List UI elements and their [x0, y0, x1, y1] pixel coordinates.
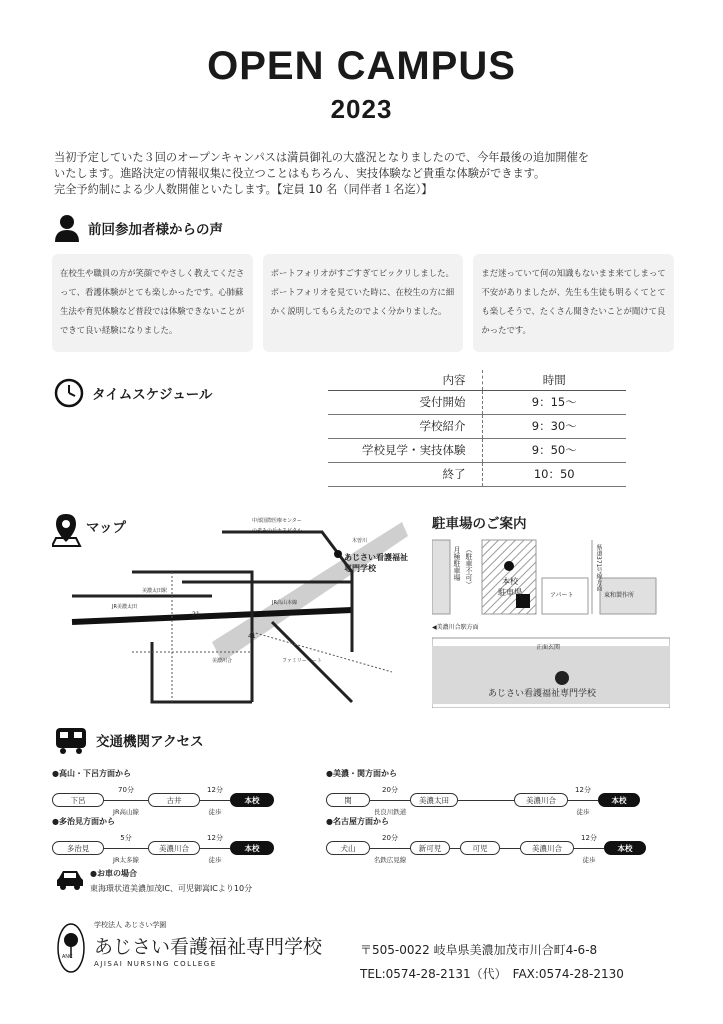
train-icon	[54, 726, 88, 754]
gate-label: 正面玄関	[536, 644, 561, 651]
route-segment	[104, 834, 148, 864]
segment-line: JR太多線	[113, 856, 139, 864]
segment-line: 名鉄広見線	[373, 856, 407, 864]
segment-line: 徒歩	[576, 808, 590, 816]
route-block	[326, 816, 676, 864]
segment-time: 20分	[382, 786, 398, 794]
main-lot-line: 駐車場	[498, 588, 522, 597]
school-map-label-line: 専門学校	[344, 564, 376, 573]
segment-line: 徒歩	[582, 856, 596, 864]
main-lot-label	[492, 576, 528, 598]
person-icon	[54, 214, 80, 242]
segment-time: 12分	[207, 786, 223, 794]
route-stop: 多治見	[52, 841, 104, 855]
map-label: 美濃太田駅	[142, 588, 168, 594]
intro-line: 当初予定していた３回のオープンキャンパスは満員御礼の大盛況となりましたので、今年最後の追加開催を	[54, 151, 589, 164]
route-stop: 美濃川合	[148, 841, 200, 855]
route-segment	[370, 786, 410, 816]
map-label: JR高山本線	[272, 600, 297, 606]
school-map-label	[344, 552, 408, 574]
school-corp: 学校法人 あじさい学園	[94, 921, 167, 929]
route-segment	[568, 786, 598, 816]
segment-time: 70分	[118, 786, 134, 794]
access-heading-label: 交通機関アクセス	[96, 734, 204, 750]
route-block	[326, 768, 676, 816]
table-row	[328, 390, 626, 414]
segment-line: 長良川鉄道	[373, 808, 407, 816]
intro-text	[54, 150, 674, 198]
car-text: 東海環状道美濃加茂IC、可児御嵩ICより10分	[90, 884, 253, 893]
segment-time: 12分	[207, 834, 223, 842]
logo-mark-text: ANC	[62, 954, 73, 960]
schedule-content: 学校見学・実技体験	[328, 438, 482, 462]
map-label: 木曽川	[352, 538, 368, 544]
route-stop: 古井	[148, 793, 200, 807]
schedule-content: 終了	[328, 462, 482, 486]
map-label: のぞみの丘ホスピタル	[252, 528, 303, 534]
schedule-time: 9：15～	[482, 390, 626, 414]
route-stop: 関	[326, 793, 370, 807]
table-row	[328, 438, 626, 462]
route-stop: 犬山	[326, 841, 370, 855]
route-title: ●多治見方面から	[52, 817, 115, 826]
map-label: JR美濃太田	[112, 604, 137, 610]
voices-heading	[54, 214, 223, 242]
schedule-heading-label: タイムスケジュール	[92, 387, 213, 403]
schedule-time: 10：50	[482, 462, 626, 486]
route-segment	[200, 834, 230, 864]
intro-line: いたします。進路決定の情報収集に役立つことはもちろん、実技体験など貴重な体験ができます。	[54, 167, 546, 180]
segment-line: JR高山線	[113, 808, 139, 816]
segment-line: 徒歩	[208, 856, 222, 864]
schedule-heading	[54, 378, 212, 408]
area-map	[52, 512, 424, 712]
route-stop: 美濃太田	[410, 793, 458, 807]
car-icon	[56, 868, 84, 890]
school-name-en: AJISAI NURSING COLLEGE	[94, 960, 217, 968]
route-destination: 本校	[230, 793, 274, 807]
map-label: 21	[192, 611, 200, 618]
map-label: 中部国際医療センター	[252, 518, 302, 524]
route-block	[52, 816, 302, 864]
route-segment	[104, 786, 148, 816]
map-label: 41	[248, 633, 256, 640]
schedule-content: 受付開始	[328, 390, 482, 414]
map-label: 美濃川合	[212, 658, 233, 664]
intro-line: 完全予約制による少人数開催といたします。【定員 10 名（同伴者１名迄）】	[54, 183, 433, 196]
segment-time: 5分	[120, 834, 132, 842]
school-address: 〒505-0022 岐阜県美濃加茂市川合町4-6-8	[360, 943, 598, 957]
schedule-content: 学校紹介	[328, 414, 482, 438]
clock-icon	[54, 378, 84, 408]
route-segment-line	[500, 841, 520, 855]
page-title: OPEN CAMPUS	[207, 44, 516, 88]
route-stop: 下呂	[52, 793, 104, 807]
route-segment	[370, 834, 410, 864]
route-stop: 新可児	[410, 841, 450, 855]
route-segment-line	[450, 841, 460, 855]
voices-heading-label: 前回参加者様からの声	[88, 222, 223, 238]
parking-side-lot: 月極駐車場	[453, 546, 461, 581]
car-access	[56, 868, 252, 894]
hydrangea-logo-icon	[56, 922, 86, 974]
route-block	[52, 768, 302, 816]
main-lot-line: 本校	[502, 577, 518, 586]
schedule-time: 9：30～	[482, 414, 626, 438]
access-heading	[54, 726, 204, 754]
route-destination: 本校	[604, 841, 646, 855]
parking-map	[432, 538, 670, 708]
school-logo	[56, 920, 346, 980]
school-phone: TEL:0574-28-2131（代） FAX:0574-28-2130	[360, 967, 624, 981]
schedule-col-content: 内容	[328, 370, 482, 390]
parking-heading: 駐車場のご案内	[432, 516, 527, 532]
voice-card: まだ迷っていて何の知識もないまま来てしまって不安がありましたが、先生も生徒も明るくてとても楽しそうで、たくさん聞きたいことが聞けて良かったです。	[473, 254, 674, 352]
route-segment	[200, 786, 230, 816]
apartment-label: アパート	[550, 592, 574, 599]
route-stop: 美濃川合	[520, 841, 574, 855]
route-title: ●高山・下呂方面から	[52, 769, 131, 778]
page-year: 2023	[330, 94, 393, 124]
map-pin-icon	[52, 514, 80, 546]
segment-line: 徒歩	[208, 808, 222, 816]
table-row	[328, 462, 626, 486]
schedule-col-time: 時間	[482, 370, 626, 390]
route-destination: 本校	[230, 841, 274, 855]
schedule-table	[328, 370, 626, 487]
car-title: ●お車の場合	[90, 869, 137, 878]
route-destination: 本校	[598, 793, 640, 807]
route-title: ●名古屋方面から	[326, 817, 389, 826]
school-map-label-line: あじさい看護福祉	[344, 553, 408, 562]
segment-time: 20分	[382, 834, 398, 842]
voices-list	[52, 254, 674, 352]
parking-side-note: （駐車不可）	[465, 546, 473, 588]
map-heading-label: マップ	[86, 520, 126, 536]
route-stop: 美濃川合	[514, 793, 568, 807]
school-name: あじさい看護福祉専門学校	[94, 936, 323, 958]
table-row	[328, 414, 626, 438]
road-label: 県道371号線方面	[595, 544, 602, 592]
schedule-time: 9：50～	[482, 438, 626, 462]
route-segment-line	[458, 793, 514, 807]
voice-card: ポートフォリオがすごすぎてビックリしました。ポートフォリオを見ていた時に、在校生の方に細かく説明してもらえたのでよく分かりました。	[263, 254, 464, 352]
shop-label: 東和製作所	[604, 592, 635, 599]
route-title: ●美濃・関方面から	[326, 769, 397, 778]
contact-info	[360, 938, 624, 986]
direction-label: ◀美濃川合駅方面	[432, 624, 479, 631]
segment-time: 12分	[581, 834, 597, 842]
segment-time: 12分	[575, 786, 591, 794]
route-stop: 可児	[460, 841, 500, 855]
building-label: あじさい看護福祉専門学校	[488, 689, 597, 699]
voice-card: 在校生や職員の方が笑顔でやさしく教えてくださって、看護体験がとても楽しかったです。心肺蘇生法や育児体験など普段では体験できないことができて良い経験になりました。	[52, 254, 253, 352]
route-segment	[574, 834, 604, 864]
map-label: ファミリーマート	[282, 658, 322, 664]
